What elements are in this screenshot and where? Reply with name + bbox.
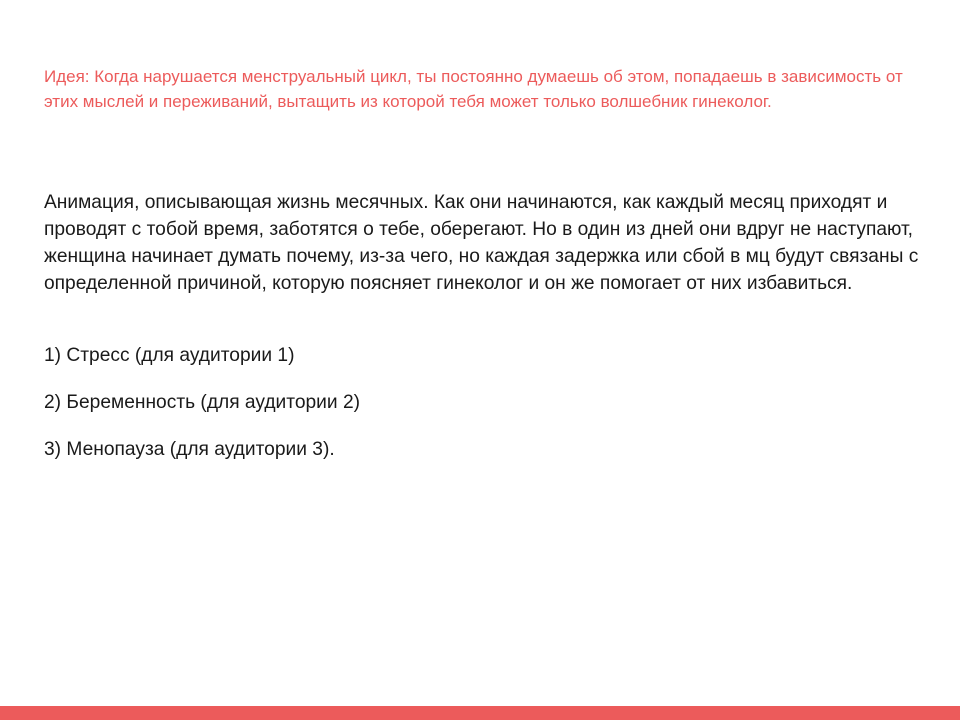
- list-item-pregnancy: 2) Беременность (для аудитории 2): [44, 392, 361, 413]
- idea-text: Идея: Когда нарушается менструальный цикл, ты постоянно думаешь об этом, попадаешь в зависимость от этих мыслей и переживаний, вытащить из которой тебя может только волшебник гинеколог.: [44, 67, 903, 111]
- bottom-accent-bar: [0, 706, 960, 720]
- list-item-menopause: 3) Менопауза (для аудитории 3).: [44, 439, 335, 460]
- description-paragraph: Анимация, описывающая жизнь месячных. Как они начинаются, как каждый месяц приходят и проводят с тобой время, заботятся о тебе, оберегают. Но в один из дней они вдруг не наступают, женщина начинает думать почему, из-за чего, но каждая задержка или сбой в мц будут связаны с определенной причиной, которую поясняет гинеколог и он же помогает от них избавиться.: [44, 192, 919, 294]
- audience-list: [44, 342, 360, 483]
- list-item-stress: 1) Стресс (для аудитории 1): [44, 345, 295, 366]
